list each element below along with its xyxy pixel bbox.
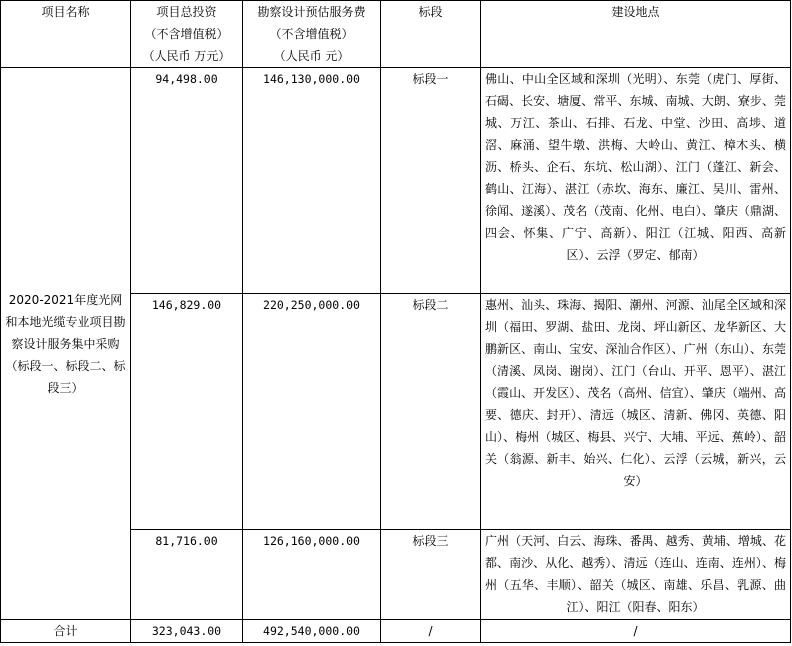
header-fee-line-1: 勘察设计预估服务费 (257, 5, 366, 19)
service-fee-cell: 126,160,000.00 (243, 530, 381, 620)
header-location: 建设地点 (481, 1, 791, 68)
total-investment: 323,043.00 (131, 620, 243, 643)
header-investment-line-2: （不含增值税） (144, 27, 229, 41)
project-name-cell: 2020-2021年度光网和本地光缆专业项目勘察设计服务集中采购（标段一、标段二、标段三） (1, 68, 131, 620)
location-cell: 惠州、汕头、珠海、揭阳、潮州、河源、汕尾全区域和深圳（福田、罗湖、盐田、龙岗、坪山新区、龙华新区、大鹏新区、南山、宝安、深汕合作区）、广州（东山）、东莞（清溪、凤岗、谢岗）、江门（台山、开平、恩平）、湛江（霞山、开发区）、茂名（高州、信宜）、肇庆（端州、高要、德庆、封开）、清远（城区、清新、佛冈、英德、阳山）、梅州（城区、梅县、兴宁、大埔、平远、蕉岭）、韶关（翁源、新丰、始兴、仁化）、云浮（云城，新兴，云安） (481, 294, 791, 530)
header-fee-line-3: （人民币 元） (273, 49, 350, 63)
header-investment-line-3: （人民币 万元） (142, 49, 231, 63)
investment-cell: 94,498.00 (131, 68, 243, 294)
service-fee-cell: 220,250,000.00 (243, 294, 381, 530)
header-investment-line-1: 项目总投资 (156, 5, 217, 19)
header-investment (131, 1, 243, 68)
total-location: / (481, 620, 791, 643)
lot-cell: 标段一 (381, 68, 481, 294)
total-row (1, 620, 791, 643)
service-fee-cell: 146,130,000.00 (243, 68, 381, 294)
lot-cell: 标段三 (381, 530, 481, 620)
investment-cell: 81,716.00 (131, 530, 243, 620)
location-cell: 佛山、中山全区域和深圳（光明）、东莞（虎门、厚街、石碣、长安、塘厦、常平、东城、南城、大朗、寮步、莞城、万江、茶山、石排、石龙、中堂、沙田、高埗、道滘、麻涌、望牛墩、洪梅、大岭山、黄江、樟木头、横沥、桥头、企石、东坑、松山湖）、江门（蓬江、新会、鹤山、江海）、湛江（赤坎、海东、廉江、吴川、雷州、徐闻、遂溪）、茂名（茂南、化州、电白）、肇庆（鼎湖、四会、怀集、广宁、高新）、阳江（江城、阳西、高新区）、云浮（罗定、郁南） (481, 68, 791, 294)
table-row (1, 68, 791, 294)
lot-cell: 标段二 (381, 294, 481, 530)
header-lot: 标段 (381, 1, 481, 68)
total-label: 合计 (1, 620, 131, 643)
location-cell: 广州（天河、白云、海珠、番禺、越秀、黄埔、增城、花都、南沙、从化、越秀）、清远（连山、连南、连州）、梅州（五华、丰顺）、韶关（城区、南雄、乐昌、乳源、曲江）、阳江（阳春、阳东） (481, 530, 791, 620)
header-fee-line-2: （不含增值税） (269, 27, 354, 41)
header-row (1, 1, 791, 68)
total-lot: / (381, 620, 481, 643)
investment-cell: 146,829.00 (131, 294, 243, 530)
total-service-fee: 492,540,000.00 (243, 620, 381, 643)
header-project-name: 项目名称 (1, 1, 131, 68)
header-service-fee (243, 1, 381, 68)
